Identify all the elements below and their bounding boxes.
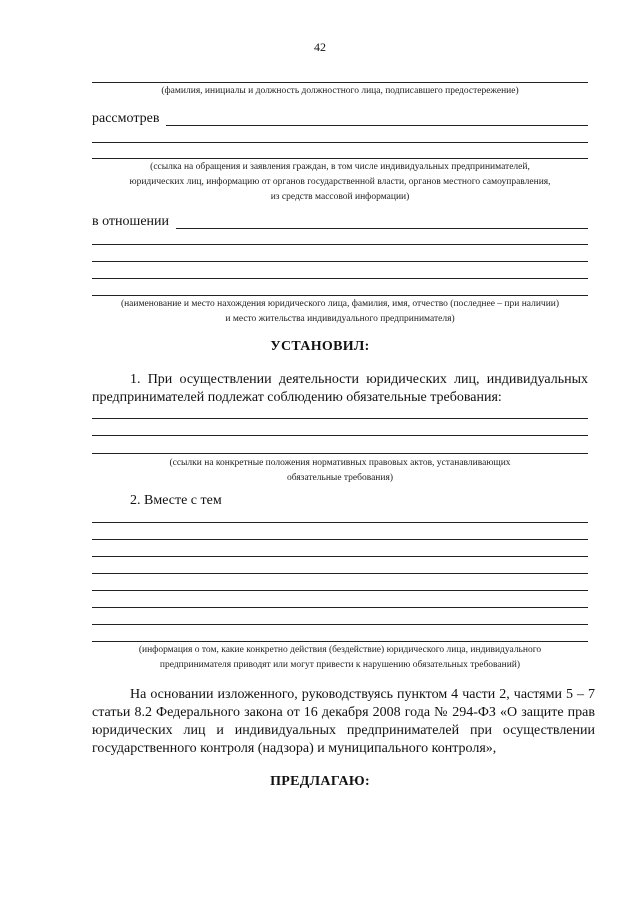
- heading-established: УСТАНОВИЛ:: [270, 339, 370, 354]
- caption-entity: [88, 297, 592, 327]
- fill-line: [92, 573, 588, 574]
- fill-line: [92, 244, 588, 245]
- caption-appeals: [92, 160, 588, 205]
- item-1-text: 1. При осуществлении деятельности юридических лиц, индивидуальных предпринимателей подлежат соблюдению обязательные требования:: [92, 372, 588, 405]
- fill-line: [92, 453, 588, 454]
- caption-line: юридических лиц, информацию от органов государственной власти, органов местного самоуправления,: [129, 177, 551, 187]
- label-regarding: в отношении: [92, 214, 170, 229]
- fill-line: [92, 295, 588, 296]
- caption-references: [92, 456, 588, 486]
- page-number: 42: [314, 40, 326, 54]
- fill-line: [92, 418, 588, 419]
- label-considered: рассмотрев: [92, 111, 160, 126]
- basis-paragraph: На основании изложенного, руководствуясь пунктом 4 части 2, частями 5 – 7 статьи 8.2 Федерального закона от 16 декабря 2008 года № 294-ФЗ «О защите прав юридических лиц и индивидуальных предпринимателей при осуществлении государственного контроля (надзора) и муниципального контроля»,: [92, 687, 595, 756]
- caption-line: (наименование и место нахождения юридического лица, фамилия, имя, отчество (последнее – при наличии): [120, 299, 560, 309]
- signer-fill-line: [92, 82, 588, 83]
- fill-line: [92, 607, 588, 608]
- fill-line: [92, 590, 588, 591]
- caption-signer: (фамилия, инициалы и должность должностного лица, подписавшего предостережение): [161, 86, 519, 96]
- fill-line: [92, 278, 588, 279]
- caption-line: из средств массовой информации): [270, 192, 410, 202]
- caption-line: (ссылки на конкретные положения нормативных правовых актов, устанавливающих: [169, 458, 511, 468]
- caption-line: (информация о том, какие конкретно действия (бездействие) юридического лица, индивидуального: [138, 645, 542, 655]
- fill-line: [92, 641, 588, 642]
- regarding-fill-line: [176, 228, 588, 229]
- fill-line: [92, 522, 588, 523]
- considered-fill-line: [166, 125, 588, 126]
- caption-line: обязательные требования): [286, 473, 394, 483]
- fill-line: [92, 539, 588, 540]
- item-2-text: 2. Вместе с тем: [130, 493, 222, 508]
- fill-line: [92, 142, 588, 143]
- caption-line: предпринимателя приводят или могут привести к нарушению обязательных требований): [159, 660, 521, 670]
- caption-line: и место жительства индивидуального предпринимателя): [225, 314, 455, 324]
- fill-line: [92, 435, 588, 436]
- caption-actions: [92, 643, 588, 673]
- heading-propose: ПРЕДЛАГАЮ:: [270, 774, 370, 789]
- fill-line: [92, 624, 588, 625]
- fill-line: [92, 556, 588, 557]
- fill-line: [92, 158, 588, 159]
- caption-line: (ссылка на обращения и заявления граждан, в том числе индивидуальных предпринимателей,: [150, 162, 530, 172]
- fill-line: [92, 261, 588, 262]
